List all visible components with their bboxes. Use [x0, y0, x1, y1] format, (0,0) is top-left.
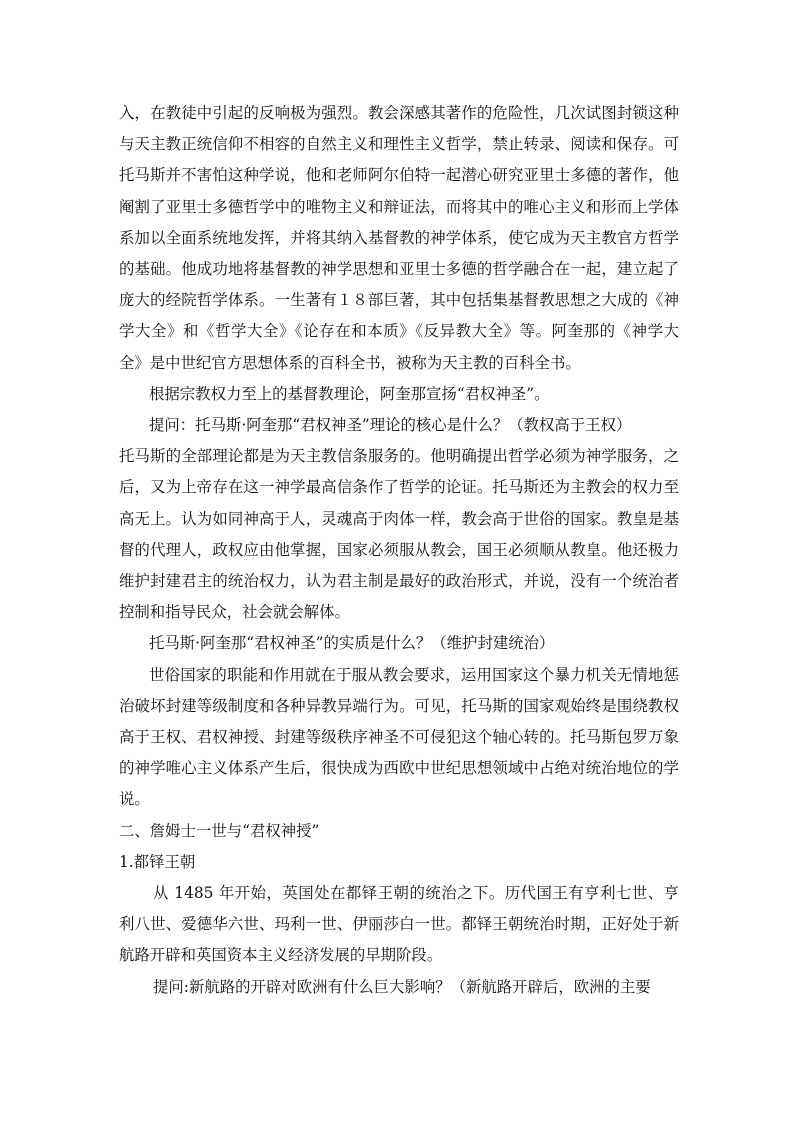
paragraph-question-new-routes: 提问:新航路的开辟对欧洲有什么巨大影响？（新航路开辟后，欧洲的主要 [153, 977, 651, 996]
document-page [119, 98, 679, 1003]
paragraph-divine-right-intro: 根据宗教权力至上的基督教理论，阿奎那宣扬“君权神圣”。 [149, 384, 550, 403]
section-heading-james-i: 二、詹姆士一世与“君权神授” [119, 821, 320, 840]
paragraph-theology-service: 托马斯的全部理论都是为天主教信条服务的。他明确提出哲学必须为神学服务，之后，又为上帝存在这一神学最高信条作了哲学的论证。托马斯还为主教会的权力至高无上。认为如同神高于人，灵魂高于肉体一样，教会高于世俗的国家。教皇是基督的代理人，政权应由他掌握，国家必须服从教会，国王必须顺从教皇。他还极力维护封建君主的统治权力，认为君主制是最好的政治形式，并说，没有一个统治者控制和指导民众，社会就会解体。 [119, 447, 679, 622]
paragraph-question-essence: 托马斯·阿奎那“君权神圣”的实质是什么？（维护封建统治） [149, 634, 555, 653]
paragraph-secular-state: 世俗国家的职能和作用就在于服从教会要求，运用国家这个暴力机关无情地惩治破坏封建等级制度和各种异教异端行为。可见，托马斯的国家观始终是围绕教权高于王权、君权神授、封建等级秩序神圣不可侵犯这个轴心转的。托马斯包罗万象的神学唯心主义体系产生后，很快成为西欧中世纪思想领域中占绝对统治地位的学说。 [119, 665, 679, 809]
paragraph-tudor-dynasty: 从 1485 年开始，英国处在都铎王朝的统治之下。历代国王有亨利七世、亨利八世、爱德华六世、玛利一世、伊丽莎白一世。都铎王朝统治时期，正好处于新航路开辟和英国资本主义经济发展的早期阶段。 [119, 884, 679, 965]
paragraph-question-core: 提问：托马斯·阿奎那“君权神圣”理论的核心是什么？（教权高于王权） [149, 416, 632, 435]
paragraph-aquinas-works: 入，在教徒中引起的反响极为强烈。教会深感其著作的危险性，几次试图封锁这种与天主教正统信仰不相容的自然主义和理性主义哲学，禁止转录、阅读和保存。可托马斯并不害怕这种学说，他和老师阿尔伯特一起潜心研究亚里士多德的著作，他阉割了亚里士多德哲学中的唯物主义和辩证法，而将其中的唯心主义和形而上学体系加以全面系统地发挥，并将其纳入基督教的神学体系，使它成为天主教官方哲学的基础。他成功地将基督教的神学思想和亚里士多德的哲学融合在一起，建立起了庞大的经院哲学体系。一生著有１８部巨著，其中包括集基督教思想之大成的《神学大全》和《哲学大全》《论存在和本质》《反异教大全》等。阿奎那的《神学大全》是中世纪官方思想体系的百科全书，被称为天主教的百科全书。 [119, 104, 679, 372]
subsection-heading-tudor: 1.都铎王朝 [119, 852, 196, 871]
